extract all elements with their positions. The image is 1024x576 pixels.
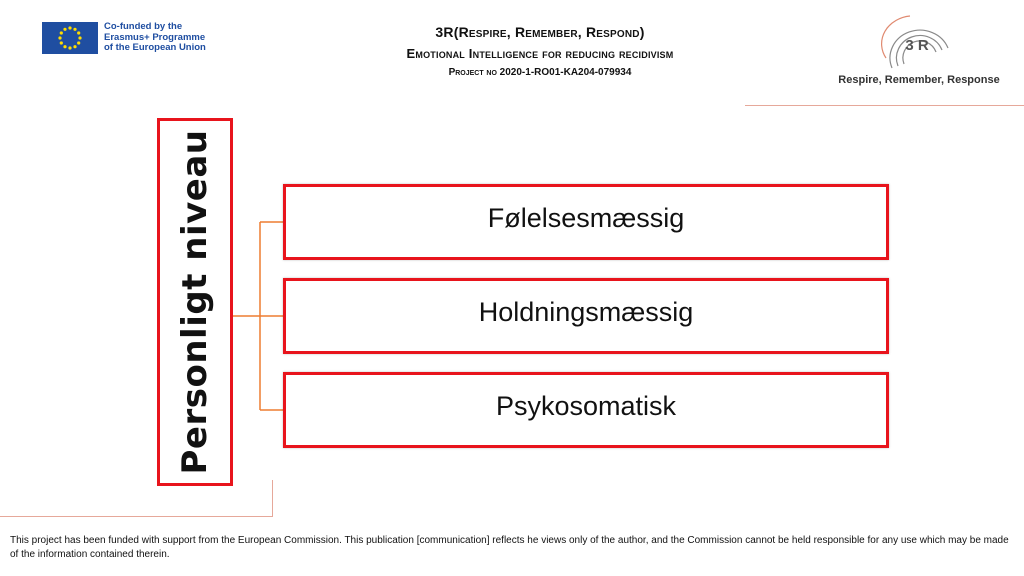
eu-logo-text: Co-funded by the Erasmus+ Programme of the European Union <box>104 21 206 54</box>
item-box-1 <box>283 184 889 260</box>
root-label: Personligt niveau <box>175 129 215 475</box>
item-label-1: Følelsesmæssig <box>487 202 685 233</box>
header-title: 3R(Respire, Remember, Respond) <box>435 24 645 40</box>
3r-mark: 3 R <box>905 37 929 54</box>
item-label-3: Psykosomatisk <box>495 390 677 421</box>
footer-divider <box>0 516 272 517</box>
footer-divider-vertical <box>272 480 273 517</box>
item-label-2: Holdningsmæssig <box>478 296 694 327</box>
header-project-number: Project no 2020-1-RO01-KA204-079934 <box>448 67 632 78</box>
footer-disclaimer: This project has been funded with support from the European Commission. This publication [communication] reflects he views only of the author, and the Commission cannot be held responsible for any use which may be made of the information contained therein. <box>10 535 1009 560</box>
item-box-2 <box>283 278 889 354</box>
header-subtitle: Emotional Intelligence for reducing recidivism <box>406 46 674 61</box>
item-box-3 <box>283 372 889 448</box>
3r-tagline: Respire, Remember, Response <box>838 74 1000 86</box>
